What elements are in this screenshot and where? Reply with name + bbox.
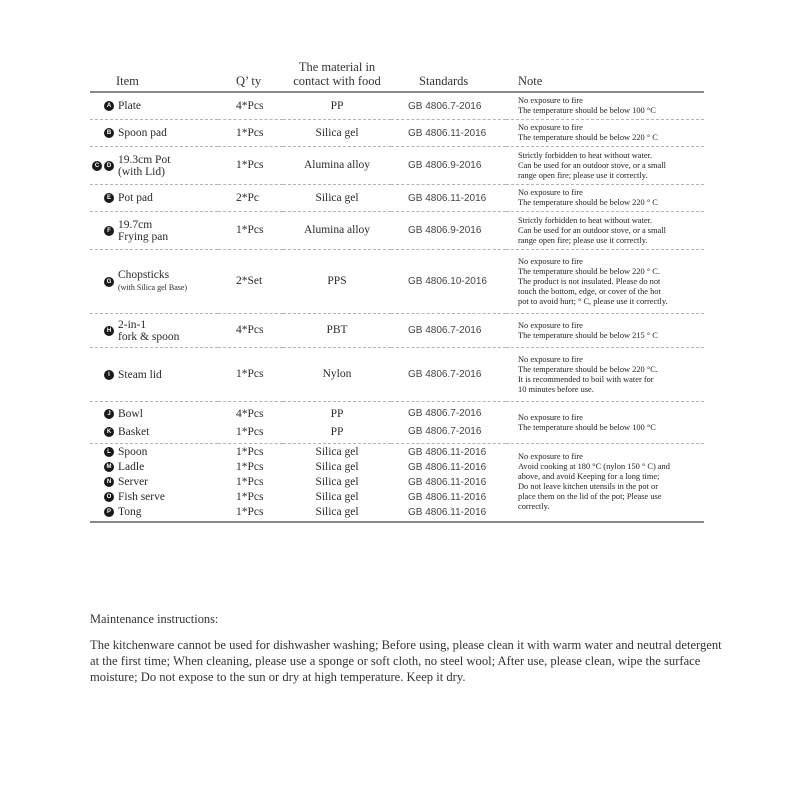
standard-cell xyxy=(391,92,506,120)
quantity-cell xyxy=(218,92,283,120)
note-line: correctly. xyxy=(518,502,550,512)
note-cell xyxy=(506,402,704,444)
note-line: The temperature should be below 215 ° C xyxy=(518,330,658,340)
quantity-cell xyxy=(218,402,283,444)
quantity: 2*Pc xyxy=(236,191,259,204)
material-cell xyxy=(283,185,391,212)
item-cell xyxy=(90,185,218,212)
note-line: No exposure to fire xyxy=(518,452,583,462)
note-line: No exposure to fire xyxy=(518,123,583,132)
item-cell xyxy=(90,250,218,314)
note-cell xyxy=(506,120,704,147)
item-badges xyxy=(90,462,118,472)
item-wrap xyxy=(90,490,218,505)
item-name: Chopsticks xyxy=(118,269,170,281)
standard: GB 4806.11-2016 xyxy=(408,192,487,204)
note-line: range open fire; please use it correctly. xyxy=(518,235,648,245)
quantity: 1*Pcs xyxy=(236,425,264,438)
item-name: fork & spoon xyxy=(118,330,180,343)
material: Silica gel xyxy=(315,191,359,204)
item-letter-badge-icon: A xyxy=(104,101,114,111)
header-material-line2: contact with food xyxy=(293,74,381,88)
note-line: No exposure to fire xyxy=(518,188,583,197)
item-badges xyxy=(90,277,118,287)
item-wrap xyxy=(90,269,218,294)
note-line: No exposure to fire xyxy=(518,256,583,266)
note-line: touch the bottom, edge, or cover of the hot xyxy=(518,286,661,296)
note-line: No exposure to fire xyxy=(518,96,583,105)
note-line: It is recommended to boil with water for xyxy=(518,374,654,384)
item-wrap xyxy=(90,219,218,243)
note-cell xyxy=(506,147,704,185)
quantity: 4*Pcs xyxy=(236,324,264,336)
note-line: Can be used for an outdoor stove, or a small xyxy=(518,225,666,235)
note-line: The product is not insulated. Please do not xyxy=(518,276,661,286)
item-wrap xyxy=(90,505,218,520)
item-name: Ladle xyxy=(118,461,145,474)
quantity: 1*Pcs xyxy=(236,490,264,503)
quantity: 1*Pcs xyxy=(236,460,264,473)
quantity: 1*Pcs xyxy=(236,224,264,236)
item-name: 2-in-1 xyxy=(118,318,147,331)
standard-cell xyxy=(391,120,506,147)
maintenance-section xyxy=(90,612,730,685)
item-badges xyxy=(90,477,118,487)
item-badges xyxy=(90,161,118,171)
item-badges xyxy=(90,326,118,336)
standard-cell xyxy=(391,444,506,522)
item-name-block xyxy=(118,369,162,381)
note-line: The temperature should be below 220 °C. xyxy=(518,364,658,374)
quantity: 1*Pcs xyxy=(236,505,264,518)
standard-cell xyxy=(391,147,506,185)
quantity: 2*Set xyxy=(236,275,263,287)
note-line: The temperature should be below 220 ° C xyxy=(518,133,658,142)
note-line: Do not leave kitchen utensils in the pot or xyxy=(518,482,659,492)
material-cell xyxy=(283,120,391,147)
material-cell xyxy=(283,147,391,185)
table-row xyxy=(90,444,704,522)
item-letter-badge-icon: K xyxy=(104,427,114,437)
note-line: pot to avoid hurt; ° C, please use it correctly. xyxy=(518,296,668,306)
quantity: 1*Pcs xyxy=(236,368,264,380)
standard-cell xyxy=(391,348,506,402)
standard: GB 4806.11-2016 xyxy=(408,461,487,473)
item-subtitle: (with Silica gel Base) xyxy=(118,283,188,292)
table-body xyxy=(90,92,704,522)
table-row xyxy=(90,92,704,120)
material-cell xyxy=(283,444,391,522)
item-name-block xyxy=(118,127,167,139)
quantity-cell xyxy=(218,348,283,402)
material: PP xyxy=(330,407,344,420)
item-name: 19.7cm xyxy=(118,218,153,231)
material: Silica gel xyxy=(315,460,359,473)
material: Silica gel xyxy=(315,475,359,488)
material: Silica gel xyxy=(315,126,359,139)
note-line: Strictly forbidden to heat without water. xyxy=(518,215,652,225)
item-letter-badge-icon: E xyxy=(104,193,114,203)
standard: GB 4806.9-2016 xyxy=(408,225,482,236)
item-name: Bowl xyxy=(118,407,143,420)
item-badges xyxy=(90,409,118,419)
item-wrap xyxy=(90,127,218,139)
item-badges xyxy=(90,427,118,437)
material-cell xyxy=(283,402,391,444)
note-cell xyxy=(506,314,704,348)
standard: GB 4806.10-2016 xyxy=(408,276,487,287)
material: Alumina alloy xyxy=(303,159,371,171)
note-line: The temperature should be below 100 °C xyxy=(518,422,656,432)
header-material xyxy=(283,60,391,92)
note-line: Strictly forbidden to heat without water. xyxy=(518,150,652,160)
quantity: 1*Pcs xyxy=(236,126,264,139)
table-row xyxy=(90,314,704,348)
item-wrap xyxy=(90,423,218,441)
item-wrap xyxy=(90,100,218,112)
item-badges xyxy=(90,193,118,203)
item-badges xyxy=(90,492,118,502)
note-line: No exposure to fire xyxy=(518,354,583,364)
item-name: Steam lid xyxy=(118,368,162,381)
material: Alumina alloy xyxy=(303,224,371,236)
item-wrap xyxy=(90,460,218,475)
item-name-block xyxy=(118,269,187,294)
item-name-block xyxy=(118,219,168,243)
material-cell xyxy=(283,250,391,314)
material: PP xyxy=(330,425,344,438)
item-wrap xyxy=(90,445,218,460)
table-header-row xyxy=(90,60,704,92)
item-letter-badge-icon: J xyxy=(104,409,114,419)
item-wrap xyxy=(90,475,218,490)
note-line: 10 minutes before use. xyxy=(518,384,594,394)
item-badges xyxy=(90,507,118,517)
item-name-block xyxy=(118,154,170,178)
standard: GB 4806.11-2016 xyxy=(408,476,487,488)
material: PPS xyxy=(327,275,347,287)
item-wrap xyxy=(90,154,218,178)
item-badges xyxy=(90,128,118,138)
item-cell xyxy=(90,212,218,250)
item-letter-badge-icon: B xyxy=(104,128,114,138)
header-standards: Standards xyxy=(419,74,469,88)
item-cell xyxy=(90,147,218,185)
item-letter-badge-icon: M xyxy=(104,462,114,472)
item-wrap xyxy=(90,369,218,381)
table-row xyxy=(90,212,704,250)
quantity: 4*Pcs xyxy=(236,407,264,420)
item-name: Spoon xyxy=(118,446,148,459)
standard: GB 4806.7-2016 xyxy=(408,407,482,419)
note-line: place them on the lid of the pot; Please use xyxy=(518,492,662,502)
table-row xyxy=(90,402,704,444)
table-row xyxy=(90,147,704,185)
material-cell xyxy=(283,212,391,250)
quantity: 1*Pcs xyxy=(236,159,264,171)
standard: GB 4806.11-2016 xyxy=(408,127,487,139)
item-letter-badge-icon: O xyxy=(104,492,114,502)
note-line: The temperature should be below 220 ° C. xyxy=(518,266,660,276)
standard: GB 4806.7-2016 xyxy=(408,425,482,437)
note-cell xyxy=(506,444,704,522)
standard: GB 4806.11-2016 xyxy=(408,506,487,518)
note-cell xyxy=(506,92,704,120)
item-letter-badge-icon: H xyxy=(104,326,114,336)
item-name: Tong xyxy=(118,506,142,519)
material: Silica gel xyxy=(315,505,359,518)
item-name: Pot pad xyxy=(118,192,153,204)
item-cell xyxy=(90,314,218,348)
standard-cell xyxy=(391,185,506,212)
item-letter-badge-icon: F xyxy=(104,226,114,236)
standard: GB 4806.11-2016 xyxy=(408,491,487,503)
quantity-cell xyxy=(218,147,283,185)
item-letter-badge-icon: P xyxy=(104,507,114,517)
item-badges xyxy=(90,370,118,380)
item-letter-badge-icon: G xyxy=(104,277,114,287)
maintenance-body: The kitchenware cannot be used for dishwasher washing; Before using, please clean it with warm water and neutral detergent at the first time; When cleaning, please use a sponge or soft cloth, no steel wool; After use, please clean, wipe the surface moisture; Do not expose to the sun or dry at high temperature. Keep it dry. xyxy=(90,638,722,684)
item-cell xyxy=(90,348,218,402)
material: PP xyxy=(330,99,344,112)
standard-cell xyxy=(391,212,506,250)
item-name: (with Lid) xyxy=(118,165,165,178)
note-line: No exposure to fire xyxy=(518,412,583,422)
material-cell xyxy=(283,92,391,120)
item-name: 19.3cm Pot xyxy=(118,153,171,166)
item-name: Basket xyxy=(118,425,150,438)
item-badges xyxy=(90,101,118,111)
header-qty: Q’ ty xyxy=(236,74,262,88)
item-name: Plate xyxy=(118,100,141,112)
product-spec-document xyxy=(90,60,704,523)
item-name: Frying pan xyxy=(118,230,169,243)
note-line: range open fire; please use it correctly. xyxy=(518,170,648,180)
product-spec-table xyxy=(90,60,704,523)
item-cell xyxy=(90,402,218,444)
standard: GB 4806.7-2016 xyxy=(408,369,482,380)
standard: GB 4806.9-2016 xyxy=(408,160,482,171)
note-line: The temperature should be below 220 ° C xyxy=(518,198,658,207)
header-material-line1: The material in xyxy=(298,60,376,74)
maintenance-title: Maintenance instructions: xyxy=(90,612,219,626)
item-cell xyxy=(90,444,218,522)
table-row xyxy=(90,348,704,402)
item-letter-badge-icon: N xyxy=(104,477,114,487)
material: PBT xyxy=(326,324,348,336)
material: Silica gel xyxy=(315,445,359,458)
table-row xyxy=(90,250,704,314)
note-line: The temperature should be below 100 °C xyxy=(518,106,656,115)
quantity: 1*Pcs xyxy=(236,445,264,458)
header-note: Note xyxy=(518,74,543,88)
standard-cell xyxy=(391,402,506,444)
item-cell xyxy=(90,92,218,120)
quantity-cell xyxy=(218,120,283,147)
quantity: 4*Pcs xyxy=(236,99,264,112)
item-name: Spoon pad xyxy=(118,127,167,139)
item-cell xyxy=(90,120,218,147)
note-cell xyxy=(506,250,704,314)
item-wrap xyxy=(90,192,218,204)
quantity: 1*Pcs xyxy=(236,475,264,488)
item-name-block xyxy=(118,319,179,343)
standard: GB 4806.7-2016 xyxy=(408,325,482,336)
item-wrap xyxy=(90,405,218,423)
note-line: Avoid cooking at 180 °C (nylon 150 ° C) and xyxy=(518,462,670,472)
material-cell xyxy=(283,348,391,402)
quantity-cell xyxy=(218,185,283,212)
item-badges xyxy=(90,447,118,457)
item-letter-badge-icon: C xyxy=(92,161,102,171)
material: Silica gel xyxy=(315,490,359,503)
note-line: No exposure to fire xyxy=(518,320,583,330)
quantity-cell xyxy=(218,444,283,522)
item-wrap xyxy=(90,319,218,343)
standard-cell xyxy=(391,314,506,348)
note-cell xyxy=(506,212,704,250)
quantity-cell xyxy=(218,314,283,348)
standard-cell xyxy=(391,250,506,314)
item-letter-badge-icon: I xyxy=(104,370,114,380)
material-cell xyxy=(283,314,391,348)
quantity-cell xyxy=(218,250,283,314)
item-name-block xyxy=(118,192,153,204)
material: Nylon xyxy=(322,368,352,380)
quantity-cell xyxy=(218,212,283,250)
note-cell xyxy=(506,185,704,212)
note-line: above, and avoid Keeping for a long time; xyxy=(518,472,660,482)
item-badges xyxy=(90,226,118,236)
note-cell xyxy=(506,348,704,402)
item-letter-badge-icon: L xyxy=(104,447,114,457)
item-name-block xyxy=(118,100,141,112)
item-name: Server xyxy=(118,476,149,489)
standard: GB 4806.11-2016 xyxy=(408,446,487,458)
item-letter-badge-icon: D xyxy=(104,161,114,171)
table-row xyxy=(90,120,704,147)
standard: GB 4806.7-2016 xyxy=(408,100,482,112)
header-item: Item xyxy=(116,74,139,88)
note-line: Can be used for an outdoor stove, or a small xyxy=(518,160,666,170)
item-name: Fish serve xyxy=(118,491,165,504)
table-row xyxy=(90,185,704,212)
